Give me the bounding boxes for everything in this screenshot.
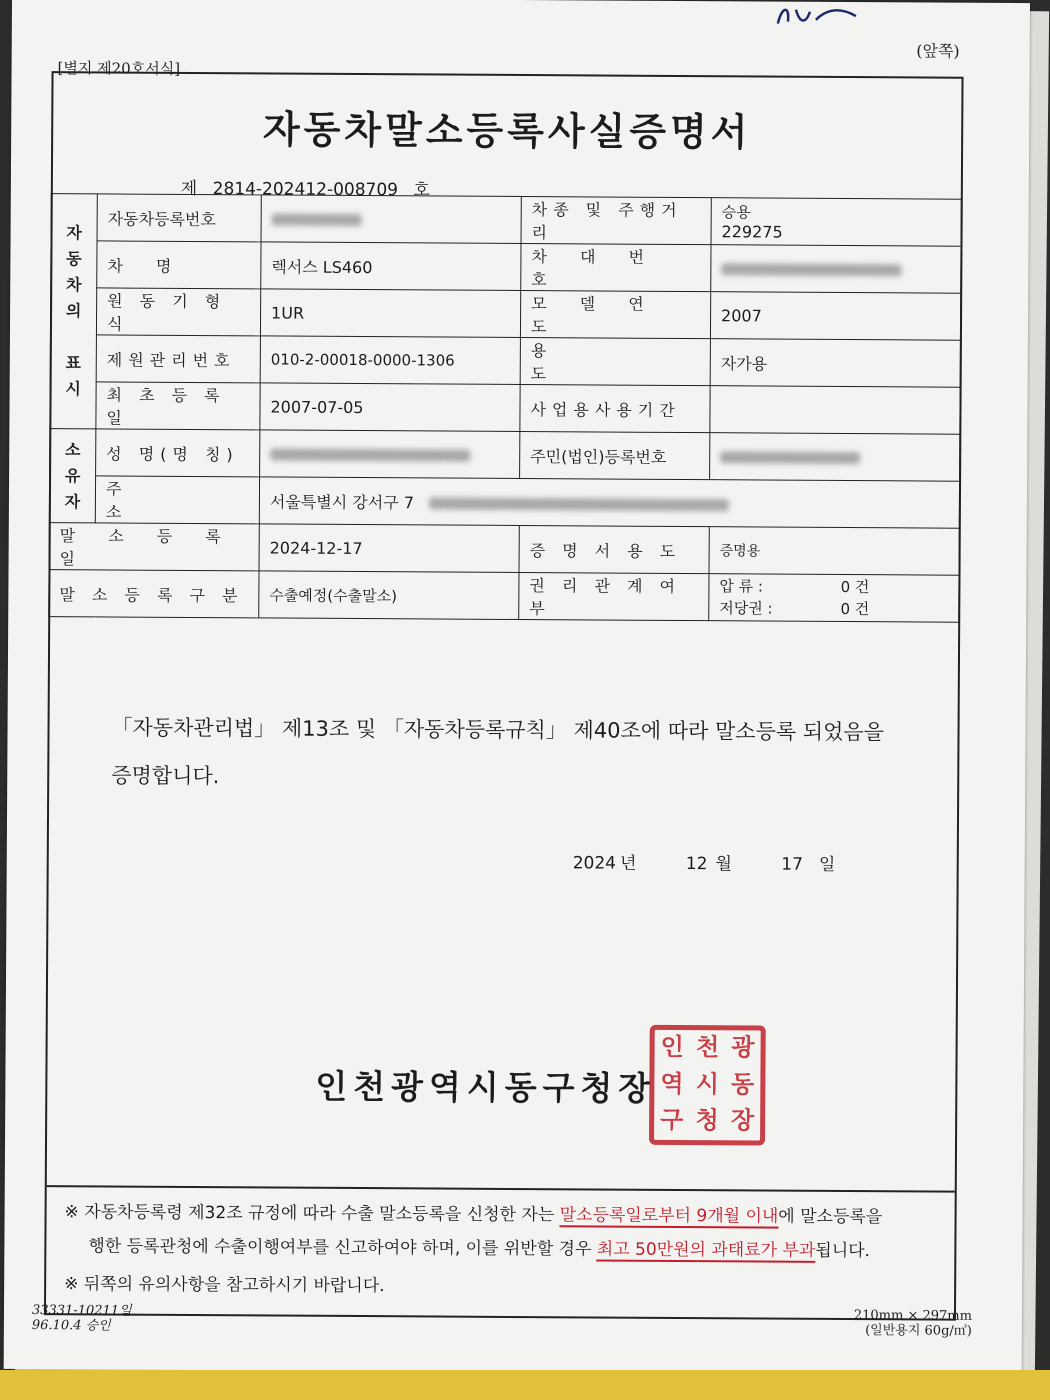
- model-year-label: 모 델 연 도: [520, 291, 710, 339]
- type-mileage-label: 차종 및 주행거리: [521, 197, 711, 245]
- deregistration-date-value: 2024-12-17: [259, 524, 519, 573]
- note-see-back: ※ 뒤쪽의 유의사항을 참고하시기 바랍니다.: [64, 1274, 385, 1297]
- notes-section: [46, 1185, 955, 1321]
- table-row: [51, 194, 961, 247]
- form-code: 33331-10211일 96.10.4 승인: [31, 1303, 132, 1334]
- deregistration-date-label: 말 소 등 록 일: [49, 523, 259, 571]
- certificate-title: 자동차말소등록사실증명서: [262, 107, 752, 155]
- issue-year: 2024 년: [572, 853, 637, 874]
- vehicle-info-table: [48, 193, 962, 623]
- first-registration-label: 최 초 등 록 일: [96, 382, 260, 430]
- highlight-nine-months: 말소등록일로부터 9개월 이내: [559, 1205, 779, 1227]
- issue-day: 17 일: [781, 854, 836, 875]
- certificate-purpose-label: 증 명 서 용 도: [519, 525, 709, 573]
- mortgage-label: 저당권 :: [719, 599, 773, 618]
- issue-date: [573, 848, 880, 875]
- handwritten-mark: [772, 2, 862, 29]
- table-row: [49, 476, 959, 529]
- engine-type-label: 원 동 기 형 식: [96, 288, 260, 336]
- certificate-purpose-value: 증명용: [709, 527, 959, 576]
- mortgage-count: 0 건: [840, 599, 870, 619]
- type-mileage-value: [711, 198, 961, 247]
- table-row: [49, 523, 959, 576]
- vin-value: [711, 245, 961, 294]
- address-text: 서울특별시 강서구 7: [269, 491, 414, 512]
- statement-line-1: 「자동차관리법」 제13조 및 「자동차등록규칙」 제40조에 따라 말소등록 되었음을: [111, 715, 885, 745]
- owner-section-label: 소 유 자: [49, 429, 96, 523]
- certificate-page: [4, 0, 1030, 1375]
- mileage: 229275: [721, 222, 783, 242]
- vin-label: 차 대 번 호: [521, 244, 711, 292]
- owner-id-value: [710, 433, 960, 482]
- issue-month: 12 월: [685, 854, 732, 875]
- paper-size: 210mm × 297mm (일반용지 60g/㎡): [853, 1308, 973, 1339]
- rights-relation-value: [709, 574, 959, 623]
- usage-label: 용 도: [520, 338, 710, 386]
- deregistration-type-value: 수출예정(수출말소): [259, 571, 519, 620]
- owner-name-label: 성 명(명 칭): [96, 429, 260, 477]
- desk-surface: [0, 1370, 1050, 1400]
- spec-number-value: 010-2-00018-0000-1306: [260, 336, 520, 385]
- issuing-authority: 인천광역시동구청장: [315, 1066, 657, 1108]
- address-value: [259, 477, 959, 528]
- owner-name-value: [260, 430, 520, 479]
- table-row: [51, 241, 961, 294]
- form-number: [별지 제20호서식]: [57, 59, 181, 78]
- seizure-row: [719, 575, 869, 598]
- official-seal-stamp: 인 천 광 역 시 동 구 청 장: [649, 1025, 766, 1146]
- table-row: [50, 335, 960, 388]
- doc-no-suffix: 호: [413, 180, 430, 201]
- table-row: [49, 570, 959, 623]
- table-row: [50, 382, 960, 435]
- seizure-label: 압 류 :: [719, 577, 764, 596]
- note-export-report-line-1: ※ 자동차등록령 제32조 규정에 따라 수출 말소등록을 신청한 자는 말소등록일로부터 9개월 이내에 말소등록을: [64, 1202, 883, 1228]
- registration-number-label: 자동차등록번호: [97, 194, 261, 242]
- usage-value: 자가용: [710, 339, 960, 388]
- seizure-count: 0 건: [840, 577, 870, 597]
- business-period-value: [710, 386, 960, 435]
- doc-no-value: 2814-202412-008709: [212, 179, 399, 201]
- registration-number-value: [261, 195, 521, 244]
- mortgage-row: [719, 597, 869, 620]
- owner-id-label: 주민(법인)등록번호: [520, 432, 710, 480]
- engine-type-value: 1UR: [260, 289, 520, 338]
- first-registration-value: 2007-07-05: [260, 383, 520, 432]
- vehicle-section-label: 자 동 차 의 표 시: [50, 194, 97, 429]
- business-period-label: 사업용사용기간: [520, 385, 710, 433]
- model-year-value: 2007: [710, 292, 960, 341]
- table-row: [50, 288, 960, 341]
- doc-no-prefix: 제: [180, 178, 198, 200]
- table-row: [50, 429, 960, 482]
- certificate-frame: [44, 71, 964, 1321]
- note-export-report-line-2: 행한 등록관청에 수출이행여부를 신고하여야 하며, 이를 위반할 경우 최고 50만원의 과태료가 부과됩니다.: [88, 1236, 871, 1262]
- car-name-value: 렉서스 LS460: [261, 242, 521, 291]
- front-side-label: (앞쪽): [916, 41, 960, 61]
- highlight-fine: 최고 50만원의 과태료가 부과: [596, 1239, 816, 1261]
- address-label: 주 소: [95, 476, 259, 524]
- certification-statement: [111, 704, 918, 805]
- deregistration-type-label: 말 소 등 록 구 분: [49, 570, 259, 618]
- statement-line-2: 증명합니다.: [111, 763, 220, 789]
- car-name-label: 차 명: [97, 241, 261, 289]
- vehicle-type: 승용: [721, 203, 751, 222]
- rights-relation-label: 권 리 관 계 여 부: [519, 572, 709, 620]
- spec-number-label: 제원관리번호: [96, 335, 260, 383]
